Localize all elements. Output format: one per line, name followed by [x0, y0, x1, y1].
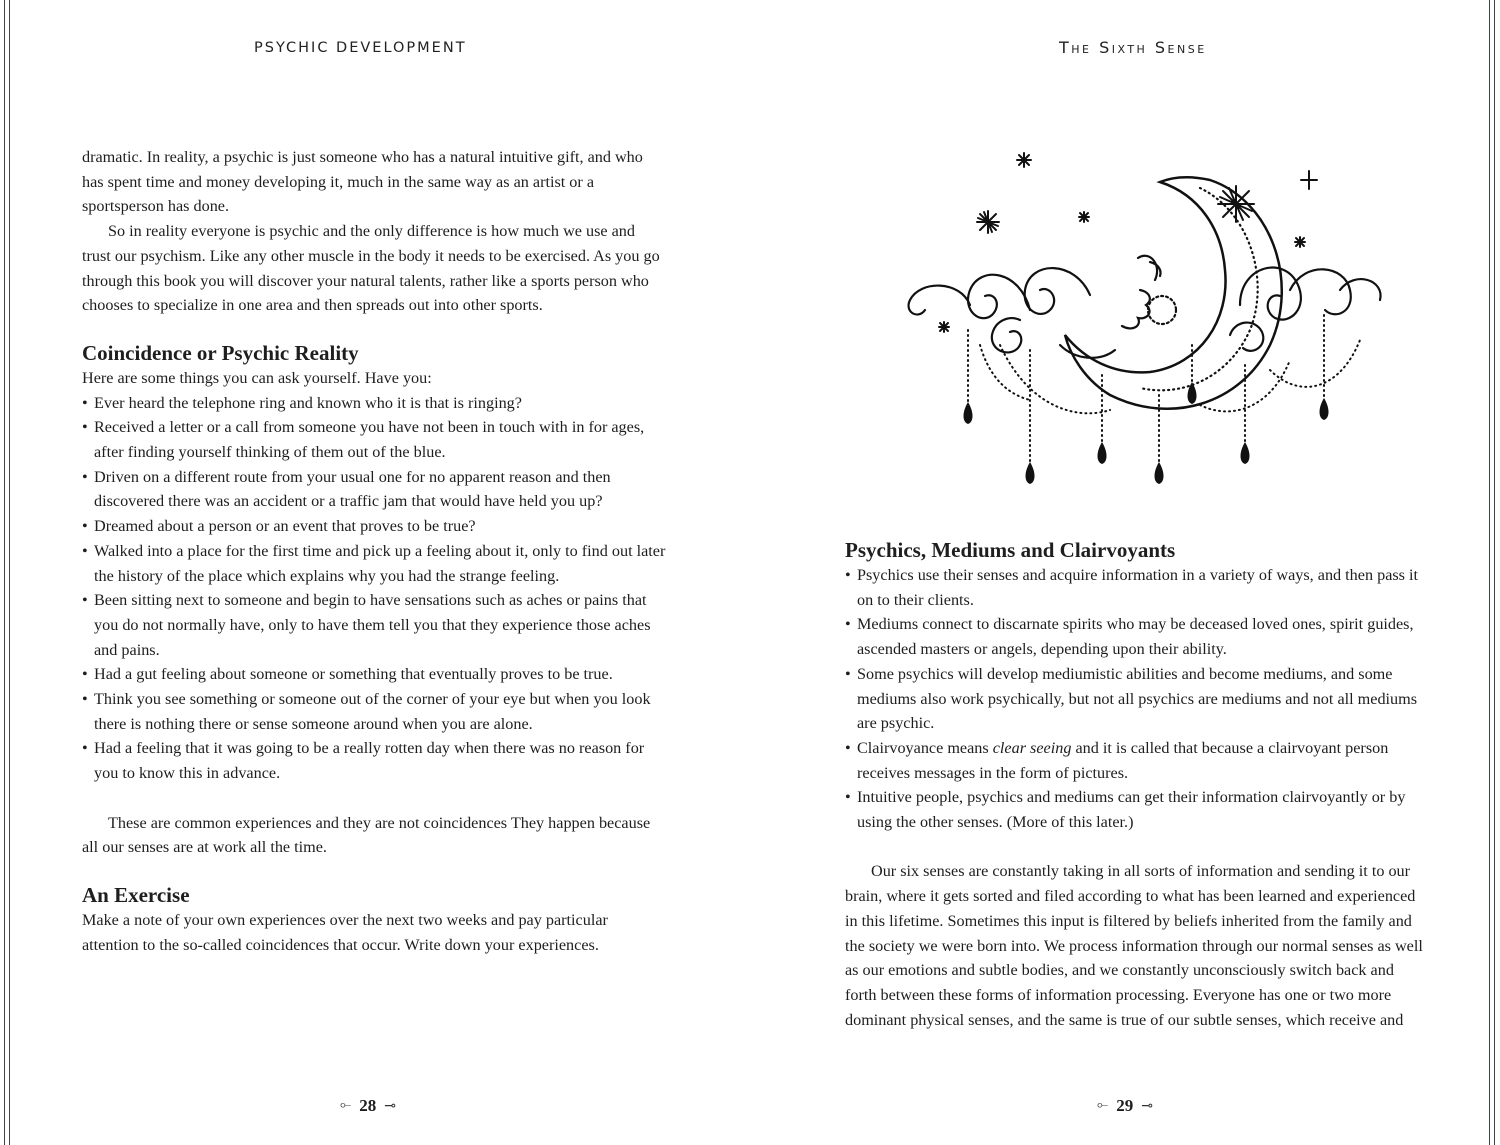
bullet-icon: •: [82, 517, 88, 536]
section-heading: An Exercise: [82, 882, 190, 907]
paragraph: Make a note of your own experiences over the next two weeks and pay particular attention to the so-called coincidences that occur. Write down your experiences.: [82, 910, 608, 954]
paragraph: Our six senses are constantly taking in all sorts of information and sending it to our brain, where it gets sorted and filed according to what has been learned and experienced in this lifetime. Sometimes this input is filtered by beliefs inherited from the family and the society we were born into. We process information through our normal senses as well as our emotions and subtle bodies, and we constantly unconsciously switch back and forth between these forms of information processing. Everyone has one or two more dominant physical senses, and the same is true of our subtle senses, which receive and: [845, 862, 1423, 1029]
list-item: • Intuitive people, psychics and mediums can get their information clairvoyantly or by using the other senses. (More of this later.): [845, 785, 1425, 834]
crescent-moon-illustration: [900, 140, 1390, 495]
teardrop-icon: [964, 402, 973, 424]
running-head: The Sixth Sense: [1059, 38, 1207, 57]
list-item: • Received a letter or a call from someone you have not been in touch with in for ages, after finding yourself thinking of them out of the blue.: [82, 415, 667, 464]
bullet-icon: •: [82, 541, 88, 560]
cloud-swirl-icon: [909, 286, 970, 315]
bullet-icon: •: [845, 788, 851, 807]
list-intro: Here are some things you can ask yourself. Have you:: [82, 368, 432, 387]
left-page-body: [82, 145, 667, 957]
page-number-value: 29: [1116, 1096, 1134, 1115]
list-item: • Walked into a place for the first time and pick up a feeling about it, only to find out later the history of the place which explains why you had the strange feeling.: [82, 539, 667, 588]
section-heading: Coincidence or Psychic Reality: [82, 340, 359, 365]
list-item: • Driven on a different route from your usual one for no apparent reason and then discovered there was an accident or a traffic jam that would have held you up?: [82, 465, 667, 514]
cloud-swirl-icon: [968, 275, 1030, 318]
star-icon: [977, 211, 999, 233]
italic-term: clear seeing: [992, 738, 1072, 757]
list-item: • Some psychics will develop mediumistic abilities and become mediums, and some mediums also work psychically, but not all psychics are mediums and not all mediums are psychic.: [845, 662, 1425, 736]
bullet-icon: •: [82, 418, 88, 437]
star-icon: [1017, 153, 1031, 167]
bullet-icon: •: [82, 665, 88, 684]
star-icon: [1295, 237, 1305, 247]
moon-face-icon: [1122, 256, 1161, 329]
dotted-chain: [1270, 340, 1360, 387]
bullet-icon: •: [82, 393, 88, 412]
teardrop-icon: [1241, 442, 1250, 464]
section-heading: Psychics, Mediums and Clairvoyants: [845, 538, 1176, 562]
bullet-icon: •: [845, 664, 851, 683]
teardrop-icon: [1026, 462, 1035, 484]
bullet-icon: •: [82, 690, 88, 709]
running-head: PSYCHIC DEVELOPMENT: [254, 40, 467, 56]
star-icon: [1079, 212, 1089, 222]
page-number-value: 28: [359, 1096, 377, 1115]
definition-list: [845, 563, 1425, 835]
bullet-icon: •: [845, 615, 851, 634]
teardrop-icon: [1155, 462, 1164, 484]
right-page: [750, 0, 1500, 1145]
dotted-chain: [1000, 345, 1110, 413]
list-item: • Had a feeling that it was going to be a really rotten day when there was no reason for you to know this in advance.: [82, 736, 667, 785]
bullet-icon: •: [845, 566, 851, 584]
moon-icon: [1065, 177, 1282, 409]
list-item: • Ever heard the telephone ring and known who it is that is ringing?: [82, 391, 667, 416]
list-item: • Been sitting next to someone and begin to have sensations such as aches or pains that you do not normally have, only to have them tell you that they experience those aches and pains.: [82, 588, 667, 662]
list-item: • Clairvoyance means clear seeing and it is called that because a clairvoyant person receives messages in the form of pictures.: [845, 736, 1425, 785]
page-number: [1097, 1096, 1153, 1116]
star-icon: [1218, 186, 1254, 222]
bullet-icon: •: [82, 739, 88, 758]
paragraph: So in reality everyone is psychic and the only difference is how much we use and trust our psychism. Like any other muscle in the body it needs to be exercised. As you go through this book you will discover your natural talents, rather like a sports person who chooses to specialize in one area and then spreads out into other sports.: [82, 222, 660, 315]
ornament-left-icon: ⟜: [1097, 1098, 1109, 1113]
bullet-icon: •: [82, 591, 88, 610]
list-item: • Mediums connect to discarnate spirits who may be deceased loved ones, spirit guides, ascended masters or angels, depending upon their ability.: [845, 612, 1425, 661]
paragraph: These are common experiences and they are not coincidences They happen because all our senses are at work all the time.: [82, 813, 651, 857]
list-item: • Think you see something or someone out of the corner of your eye but when you look there is nothing there or sense someone around when you are alone.: [82, 687, 667, 736]
teardrop-icon: [1320, 398, 1329, 420]
list-item: • Dreamed about a person or an event that proves to be true?: [82, 514, 667, 539]
cloud-swirl-icon: [1025, 268, 1090, 314]
bullet-icon: •: [82, 467, 88, 486]
cloud-swirl-icon: [1240, 268, 1301, 320]
list-item: • Psychics use their senses and acquire information in a variety of ways, and then pass it on to their clients.: [845, 563, 1425, 612]
teardrop-icon: [1098, 442, 1107, 464]
star-icon: [939, 322, 949, 332]
right-page-body: [845, 537, 1425, 1032]
ornament-right-icon: ⊸: [384, 1098, 396, 1114]
ornament-left-icon: ⟜: [340, 1098, 352, 1113]
question-list: [82, 391, 667, 786]
ornament-right-icon: ⊸: [1141, 1098, 1153, 1114]
list-item: • Had a gut feeling about someone or something that eventually proves to be true.: [82, 662, 667, 687]
paragraph: dramatic. In reality, a psychic is just someone who has a natural intuitive gift, and who has spent time and money developing it, much in the same way as an artist or a sportsperson has done.: [82, 148, 643, 216]
page-number: [340, 1096, 396, 1116]
cross-star-icon: [1301, 171, 1317, 189]
bullet-icon: •: [845, 738, 851, 757]
cloud-swirl-icon: [992, 318, 1021, 352]
